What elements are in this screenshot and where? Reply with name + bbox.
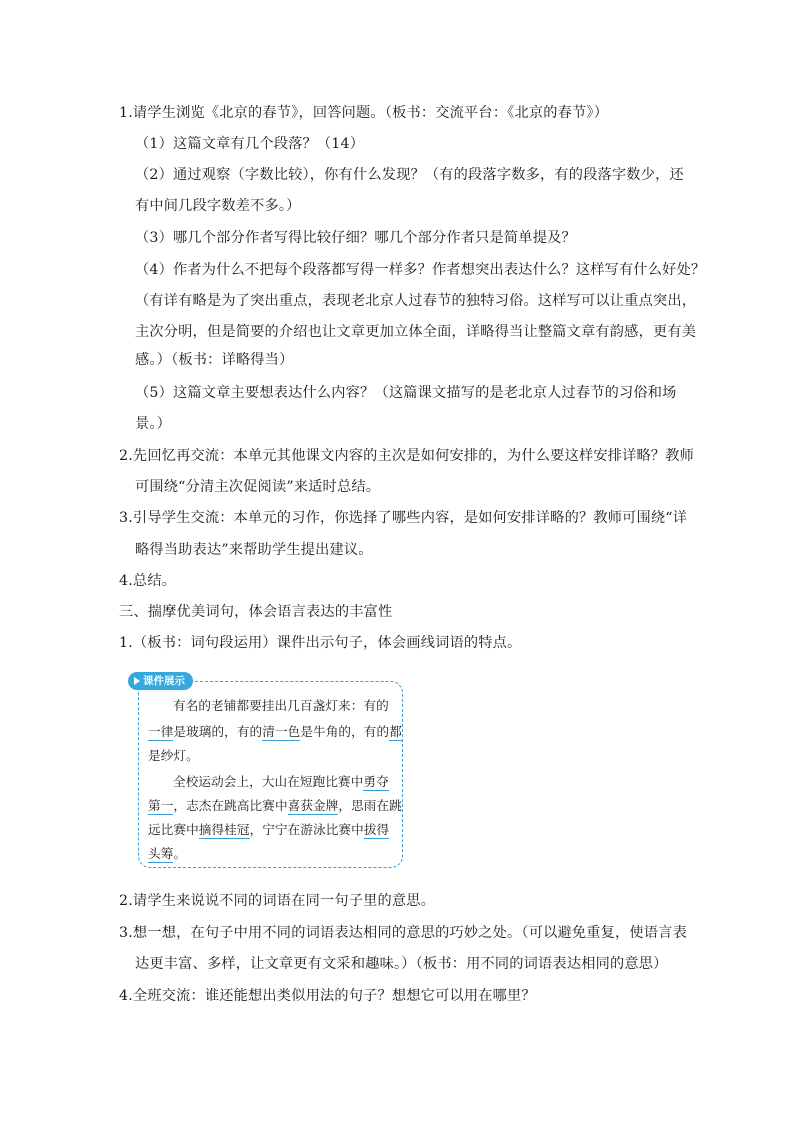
underlined-word: 都 [389, 724, 402, 739]
question-3: （3）哪几个部分作者写得比较仔细？哪几个部分作者只是简单提及？ [135, 230, 576, 246]
question-1: （1）这篇文章有几个段落？（14） [135, 136, 365, 152]
courseware-row [148, 724, 402, 740]
section-3-item-4: 4.全班交流：谁还能想出类似用法的句子？想想它可以用在哪里？ [119, 988, 536, 1004]
question-5: （5）这篇文章主要想表达什么内容？（这篇课文描写的是老北京人过春节的习俗和场 [135, 385, 677, 401]
underlined-word: 头筹 [148, 846, 174, 861]
section-3-heading: 三、揣摩优美词句，体会语言表达的丰富性 [119, 604, 393, 620]
item-1-browse-beijing-spring: 1.请学生浏览《北京的春节》，回答问题。（板书：交流平台：《北京的春节》） [119, 105, 609, 121]
courseware-text-segment: 有名的老铺都要挂出几百盏灯来：有的 [173, 698, 389, 713]
question-4: （4）作者为什么不把每个段落都写得一样多？作者想突出表达什么？这样写有什么好处？ [135, 262, 706, 278]
underlined-word: 勇夺 [363, 774, 389, 789]
section-3-item-3-cont: 达更丰富、多样，让文章更有文采和趣味。）（板书：用不同的词语表达相同的意思） [135, 956, 668, 972]
courseware-text-segment: 。 [173, 846, 187, 861]
courseware-text-segment: 是牛角的，有的 [300, 724, 390, 739]
courseware-row [148, 748, 199, 764]
question-2-cont: 有中间几段字数差不多。） [135, 198, 301, 214]
section-3-item-2: 2.请学生来说说不同的词语在同一句子里的意思。 [119, 893, 436, 909]
courseware-row [148, 798, 402, 814]
underlined-word: 喜获金牌 [287, 798, 339, 813]
courseware-tag-label: 课件展示 [143, 675, 185, 687]
courseware-text-segment: ，思雨在跳 [338, 798, 402, 813]
item-2-recall: 2.先回忆再交流：本单元其他课文内容的主次是如何安排的，为什么要这样安排详略？教师 [119, 448, 695, 464]
item-2-recall-cont: 可围绕“分清主次促阅读”来适时总结。 [135, 479, 381, 495]
courseware-text-segment: 全校运动会上，大山在短跑比赛中 [173, 774, 364, 789]
underlined-word: 一律 [148, 724, 174, 739]
courseware-text-segment: 是纱灯。 [148, 748, 199, 763]
courseware-text-segment: ，志杰在跳高比赛中 [173, 798, 288, 813]
courseware-row [173, 698, 389, 714]
courseware-row [148, 846, 186, 862]
courseware-text-segment: ，宁宁在游泳比赛中 [249, 822, 364, 837]
question-4-answer-end: 感。）（板书：详略得当） [135, 352, 294, 368]
item-3-guide-cont: 略得当助表达”来帮助学生提出建议。 [135, 542, 373, 558]
courseware-tag [128, 672, 193, 690]
question-5-cont: 景。） [135, 416, 172, 432]
courseware-text-segment: 是玻璃的，有的 [173, 724, 263, 739]
play-triangle-icon [134, 677, 140, 685]
underlined-word: 拔得 [363, 822, 390, 837]
underlined-word: 摘得桂冠 [198, 822, 250, 837]
courseware-row [173, 774, 389, 790]
question-4-answer-cont: 主次分明，但是简要的介绍也让文章更加立体全面，详略得当让整篇文章有韵感，更有美 [135, 324, 697, 340]
section-3-item-3: 3.想一想，在句子中用不同的词语表达相同的意思的巧妙之处。（可以避免重复，使语言表 [119, 925, 687, 941]
section-3-item-1: 1.（板书：词句段运用）课件出示句子，体会画线词语的特点。 [119, 635, 522, 651]
underlined-word: 第一 [148, 798, 174, 813]
underlined-word: 清一色 [262, 724, 301, 739]
courseware-text-segment: 远比赛中 [148, 822, 199, 837]
item-4-summary: 4.总结。 [119, 573, 177, 589]
courseware-row [148, 822, 389, 838]
item-3-guide: 3.引导学生交流：本单元的习作，你选择了哪些内容，是如何安排详略的？教师可围绕“详 [119, 510, 688, 526]
question-2: （2）通过观察（字数比较），你有什么发现？（有的段落字数多，有的段落字数少，还 [135, 167, 684, 183]
question-4-answer: （有详有略是为了突出重点，表现老北京人过春节的独特习俗。这样写可以让重点突出， [135, 293, 697, 309]
